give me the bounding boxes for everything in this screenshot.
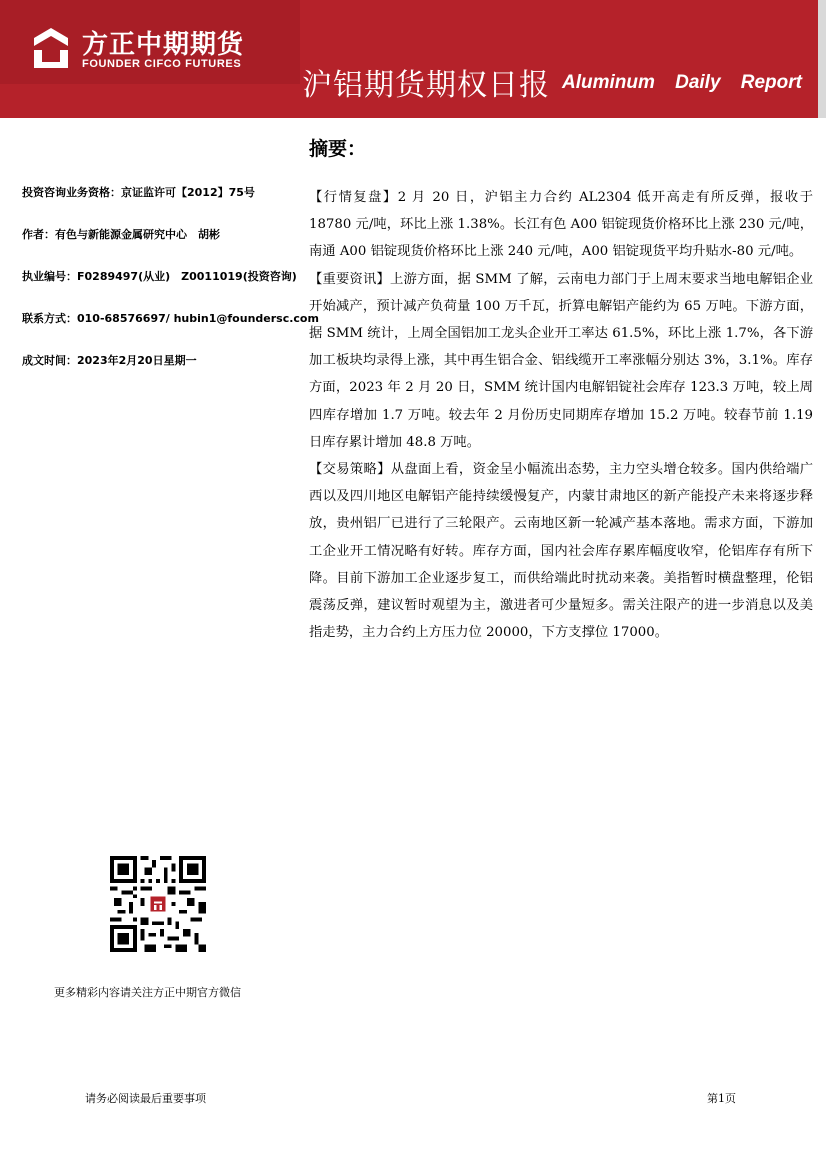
qr-caption: 更多精彩内容请关注方正中期官方微信 <box>54 986 241 999</box>
qualification: 投资咨询业务资格：京证监许可【2012】75号 <box>22 186 255 199</box>
paragraph-market-review: 【行情复盘】2 月 20 日，沪铝主力合约 AL2304 低开高走有所反弹，报收于 18780 元/吨，环比上涨 1.38%。长江有色 A00 铝锭现货价格环比上涨 230 元/吨，南通 A00 铝锭现货价格环比上涨 240 元/吨，A00 铝锭现货平均升贴水-80 元/吨。 <box>309 190 813 260</box>
report-date: 成文时间：2023年2月20日星期一 <box>22 354 197 367</box>
summary-title: 摘要： <box>309 138 367 160</box>
logo <box>0 0 300 84</box>
banner-edge <box>818 0 826 118</box>
title-en-word-1: Aluminum <box>562 72 655 93</box>
report-title-en <box>562 72 802 94</box>
qr-code <box>110 856 206 952</box>
contact: 联系方式：010-68576697/ hubin1@foundersc.com <box>22 312 319 325</box>
report-title-cn: 沪铝期货期权日报 <box>302 68 550 103</box>
title-en-word-3: Report <box>740 72 802 93</box>
license-number: 执业编号：F0289497(从业) Z0011019(投资咨询) <box>22 270 297 283</box>
paragraph-strategy: 【交易策略】从盘面上看，资金呈小幅流出态势，主力空头增仓较多。国内供给端广西以及四川地区电解铝产能持续缓慢复产，内蒙甘肃地区的新产能投产未来将逐步释放，贵州铝厂已进行了三轮限产。云南地区新一轮减产基本落地。需求方面，下游加工企业开工情况略有好转。库存方面，国内社会库存累库幅度收窄，伦铝库存有所下降。目前下游加工企业逐步复工，而供给端此时扰动来袭。美指暂时横盘整理，伦铝震荡反弹，建议暂时观望为主，激进者可少量短多。需关注限产的进一步消息以及美指走势，主力合约上方压力位 20000，下方支撑位 17000。 <box>309 462 813 641</box>
paragraph-key-news: 【重要资讯】上游方面，据 SMM 了解，云南电力部门于上周末要求当地电解铝企业开始减产，预计减产负荷量 100 万千瓦，折算电解铝产能约为 65 万吨。下游方面，据 SMM 统计，上周全国铝加工龙头企业开工率达 61.5%，环比上涨 1.7%，各下游加工板块均录得上涨，其中再生铝合金、铝线缆开工率涨幅分别达 3%，3.1%。库存方面，2023 年 2 月 20 日，SMM 统计国内电解铝锭社会库存 123.3 万吨，较上周四库存增加 1.7 万吨。较去年 2 月份历史同期库存增加 15.2 万吨。较春节前 1.19 日库存累计增加 48.8 万吨。 <box>309 271 813 450</box>
page-number: 第1页 <box>707 1092 736 1105</box>
footer-notice: 请务必阅读最后重要事项 <box>85 1092 206 1105</box>
sidebar <box>22 184 319 394</box>
founder-logo-icon <box>32 26 70 70</box>
summary-content <box>309 184 813 646</box>
author: 作者：有色与新能源金属研究中心 胡彬 <box>22 228 220 241</box>
title-en-word-2: Daily <box>675 72 721 93</box>
logo-chinese: 方正中期期货 <box>82 30 245 60</box>
logo-english: FOUNDER CIFCO FUTURES <box>82 58 242 70</box>
header-banner <box>0 0 826 118</box>
